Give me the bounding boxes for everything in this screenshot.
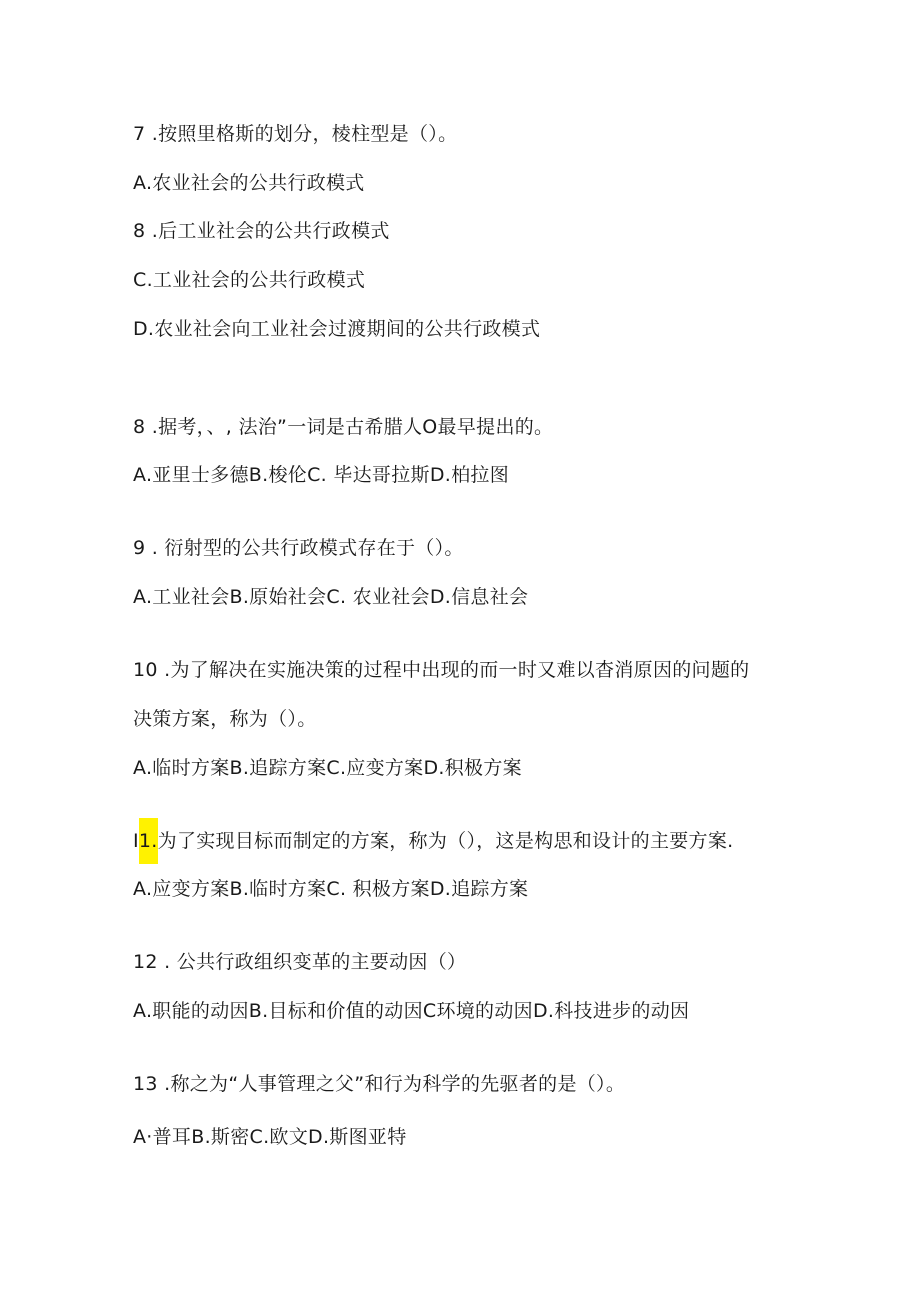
q11-number-prefix: I <box>133 830 139 852</box>
q7-option-b: 8 .后工业社会的公共行政模式 <box>133 220 390 242</box>
q12-stem: 12 . 公共行政组织变革的主要动因（） <box>133 951 467 973</box>
q8-stem: 8 .据考，、, 法治”一词是古希腊人O最早提出的。 <box>133 416 554 438</box>
q8-options: A.亚里士多德B.梭伦C. 毕达哥拉斯D.柏拉图 <box>133 464 509 486</box>
q11-stem-text: 为了实现目标而制定的方案，称为（），这是构思和设计的主要方案. <box>157 830 734 852</box>
q10-options: A.临时方案B.追踪方案C.应变方案D.积极方案 <box>133 757 522 779</box>
q7-stem: 7 .按照里格斯的划分，棱柱型是（）。 <box>133 123 458 145</box>
q13-stem: 13 .称之为“人事管理之父”和行为科学的先驱者的是（）。 <box>133 1073 626 1095</box>
q11-number-highlight: 1. <box>139 818 158 864</box>
q13-options: A·普耳B.斯密C.欧文D.斯图亚特 <box>133 1126 407 1148</box>
q7-option-a: A.农业社会的公共行政模式 <box>133 172 365 194</box>
q7-option-d: D.农业社会向工业社会过渡期间的公共行政模式 <box>133 318 541 340</box>
q11-stem <box>133 828 733 854</box>
q9-options: A.工业社会B.原始社会C. 农业社会D.信息社会 <box>133 586 529 608</box>
q10-stem-line1: 10 .为了解决在实施决策的过程中出现的而一时又难以杳消原因的问题的 <box>133 659 750 681</box>
q11-options: A.应变方案B.临时方案C. 积极方案D.追踪方案 <box>133 878 529 900</box>
q10-stem-line2: 决策方案，称为（）。 <box>133 708 317 730</box>
q7-option-c: C.工业社会的公共行政模式 <box>133 269 366 291</box>
q12-options: A.职能的动因B.目标和价值的动因C环境的动因D.科技进步的动因 <box>133 1000 690 1022</box>
q9-stem: 9 . 衍射型的公共行政模式存在于（）。 <box>133 537 464 559</box>
